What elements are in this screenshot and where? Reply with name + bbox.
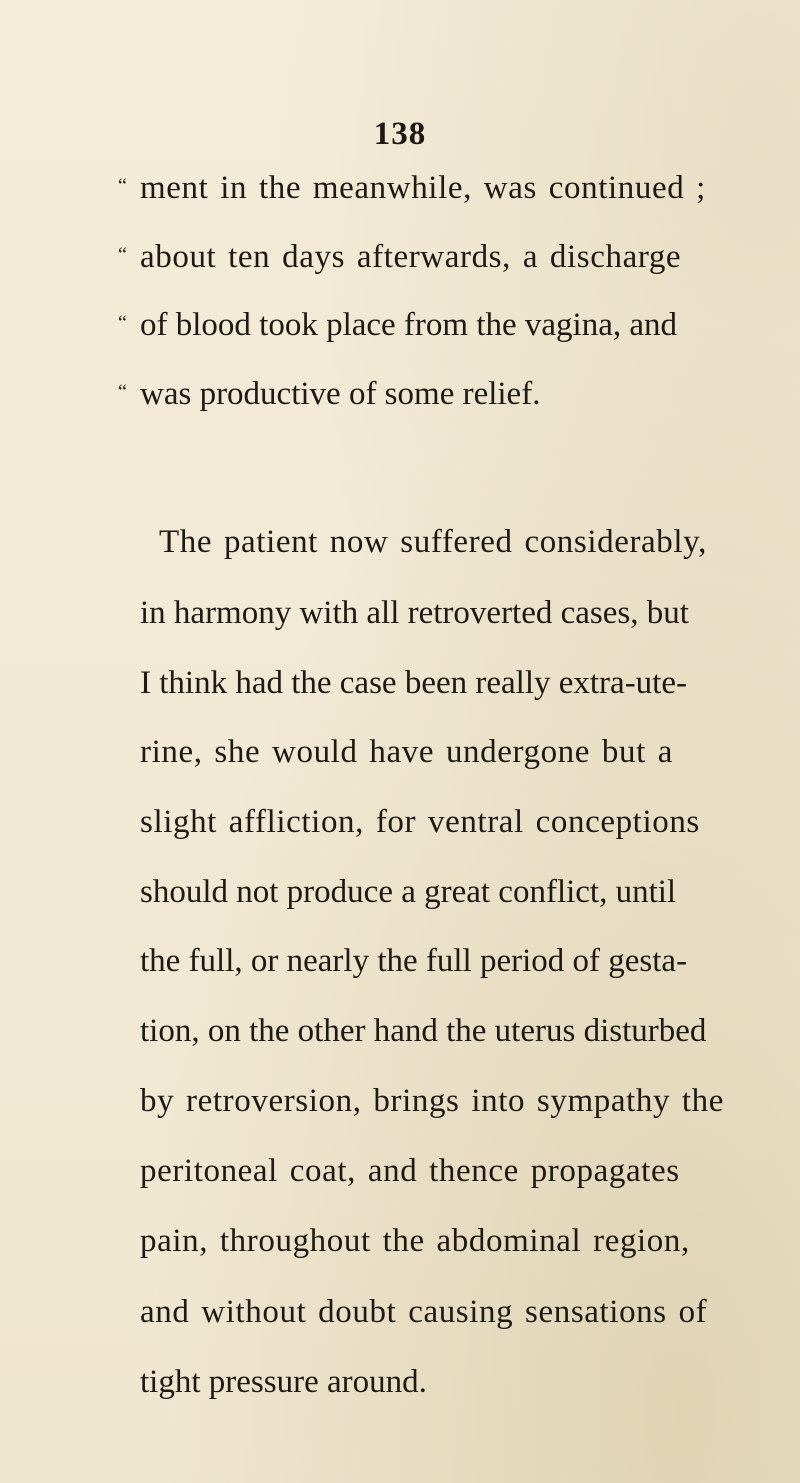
paragraph-line: I think had the case been really extra-ute- — [140, 665, 687, 701]
quoted-line-text: of blood took place from the vagina, and — [140, 307, 678, 343]
paragraph-line: rine, she would have undergone but a — [140, 734, 673, 770]
quoted-line-text: ment in the meanwhile, was continued ; — [140, 170, 706, 206]
paragraph-line: and without doubt causing sensations of — [140, 1294, 708, 1330]
page-number: 138 — [373, 116, 427, 152]
quote-mark: “ — [118, 312, 127, 334]
quoted-line-text: about ten days afterwards, a discharge — [140, 239, 682, 275]
quoted-line — [118, 374, 748, 414]
paragraph-line: tion, on the other hand the uterus disturbed — [140, 1013, 707, 1049]
quoted-line-text: was productive of some relief. — [140, 376, 541, 412]
paragraph-line: in harmony with all retroverted cases, but — [140, 595, 689, 631]
paragraph-line: slight affliction, for ventral conceptions — [140, 804, 700, 840]
paragraph-line: the full, or nearly the full period of gesta- — [140, 943, 688, 979]
paragraph-line: The patient now suffered considerably, — [159, 524, 707, 560]
quote-mark: “ — [118, 175, 128, 197]
paragraph-line: by retroversion, brings into sympathy the — [140, 1083, 725, 1119]
paragraph-line: pain, throughout the abdominal region, — [140, 1223, 690, 1259]
quote-mark: “ — [118, 381, 127, 403]
quote-mark: “ — [118, 244, 128, 266]
quoted-line — [118, 305, 748, 345]
quoted-line — [118, 237, 748, 277]
paragraph-line: peritoneal coat, and thence propagates — [140, 1153, 680, 1189]
paragraph-line: tight pressure around. — [140, 1364, 427, 1400]
quoted-line — [118, 168, 748, 208]
paragraph-line: should not produce a great conflict, until — [140, 874, 677, 910]
